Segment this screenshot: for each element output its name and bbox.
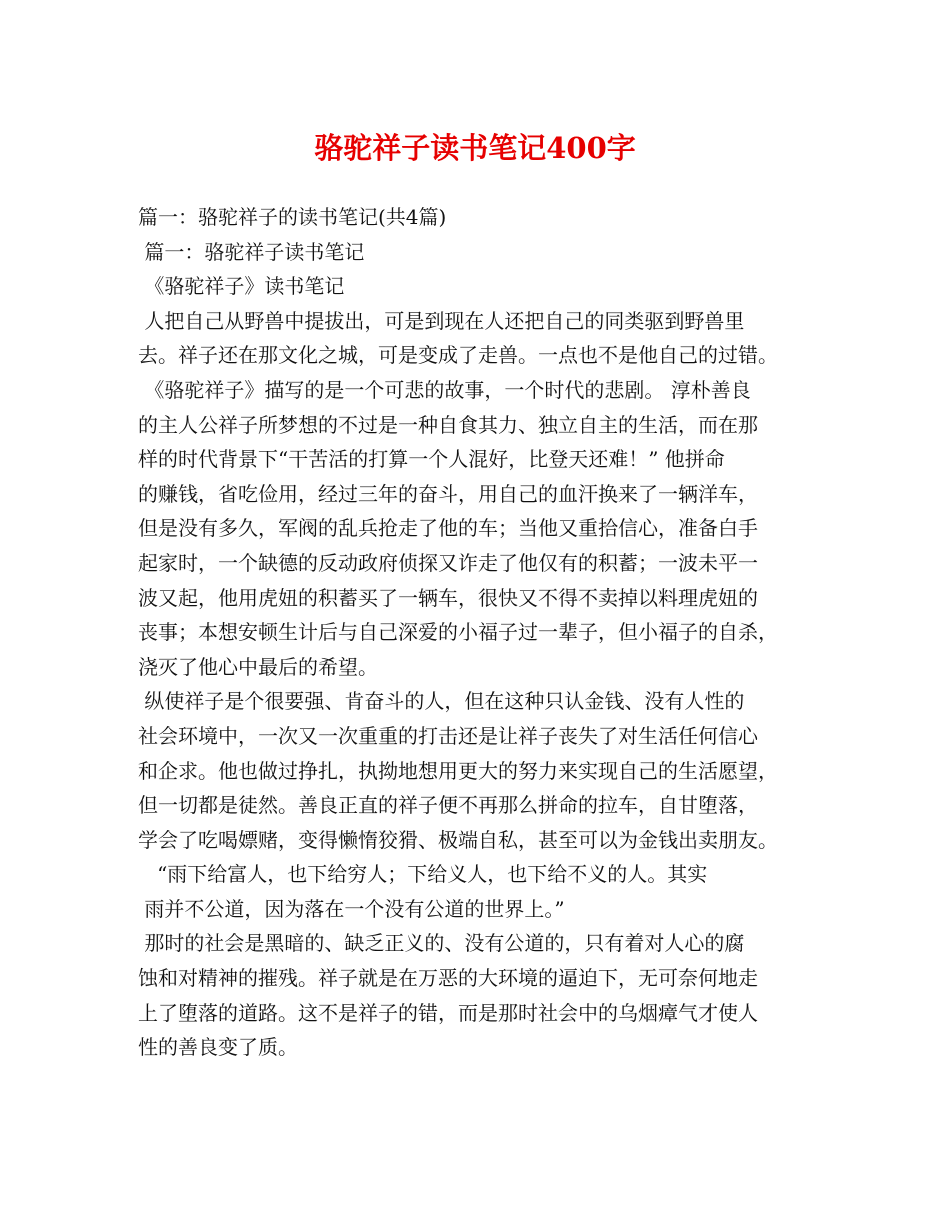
- text-line: 但一切都是徒然。善良正直的祥子便不再那么拼命的拉车，自甘堕落，: [138, 793, 758, 818]
- text-line: 上了堕落的道路。这不是祥子的错，而是那时社会中的乌烟瘴气才使人: [138, 1000, 758, 1025]
- text-line: 雨并不公道，因为落在一个没有公道的世界上。”: [138, 896, 565, 921]
- text-line: 波又起，他用虎妞的积蓄买了一辆车，很快又不得不卖掉以料理虎妞的: [138, 585, 758, 610]
- document-body: [138, 200, 828, 1065]
- text-line: 和企求。他也做过挣扎，执拗地想用更大的努力来实现自己的生活愿望，: [138, 758, 778, 783]
- text-line: 丧事；本想安顿生计后与自己深爱的小福子过一辈子，但小福子的自杀，: [138, 620, 778, 645]
- text-line: 篇一：骆驼祥子读书笔记: [138, 239, 365, 264]
- text-line: 蚀和对精神的摧残。祥子就是在万恶的大环境的逼迫下，无可奈何地走: [138, 966, 758, 991]
- text-line: 篇一：骆驼祥子的读书笔记(共4篇): [138, 205, 447, 229]
- document-title: 骆驼祥子读书笔记400字: [314, 131, 636, 165]
- text-line: 样的时代背景下“干苦活的打算一个人混好，比登天还难！” 他拼命: [138, 447, 725, 472]
- text-line: 起家时，一个缺德的反动政府侦探又诈走了他仅有的积蓄；一波未平一: [138, 550, 758, 575]
- text-line: 性的善良变了质。: [138, 1035, 298, 1060]
- text-line: 纵使祥子是个很要强、肯奋斗的人，但在这种只认金钱、没有人性的: [138, 689, 745, 714]
- text-line: 社会环境中，一次又一次重重的打击还是让祥子丧失了对生活任何信心: [138, 723, 758, 748]
- text-line: 《骆驼祥子》描写的是一个可悲的故事，一个时代的悲剧。 淳朴善良: [138, 377, 751, 402]
- text-line: 但是没有多久，军阀的乱兵抢走了他的车；当他又重拾信心，准备白手: [138, 516, 758, 541]
- text-line: 去。祥子还在那文化之城，可是变成了走兽。一点也不是他自己的过错。: [138, 343, 778, 368]
- text-line: 人把自己从野兽中提拔出，可是到现在人还把自己的同类驱到野兽里: [138, 308, 745, 333]
- text-line: 浇灭了他心中最后的希望。: [138, 654, 378, 679]
- text-line: 的主人公祥子所梦想的不过是一种自食其力、独立自主的生活，而在那: [138, 412, 758, 437]
- text-line: “雨下给富人，也下给穷人；下给义人，也下给不义的人。其实: [138, 862, 708, 887]
- text-line: 那时的社会是黑暗的、缺乏正义的、没有公道的，只有着对人心的腐: [138, 931, 745, 956]
- text-line: 的赚钱，省吃俭用，经过三年的奋斗，用自己的血汗换来了一辆洋车，: [138, 481, 758, 506]
- text-line: 学会了吃喝嫖赌，变得懒惰狡猾、极端自私，甚至可以为金钱出卖朋友。: [138, 827, 778, 852]
- text-line: 《骆驼祥子》读书笔记: [138, 274, 345, 299]
